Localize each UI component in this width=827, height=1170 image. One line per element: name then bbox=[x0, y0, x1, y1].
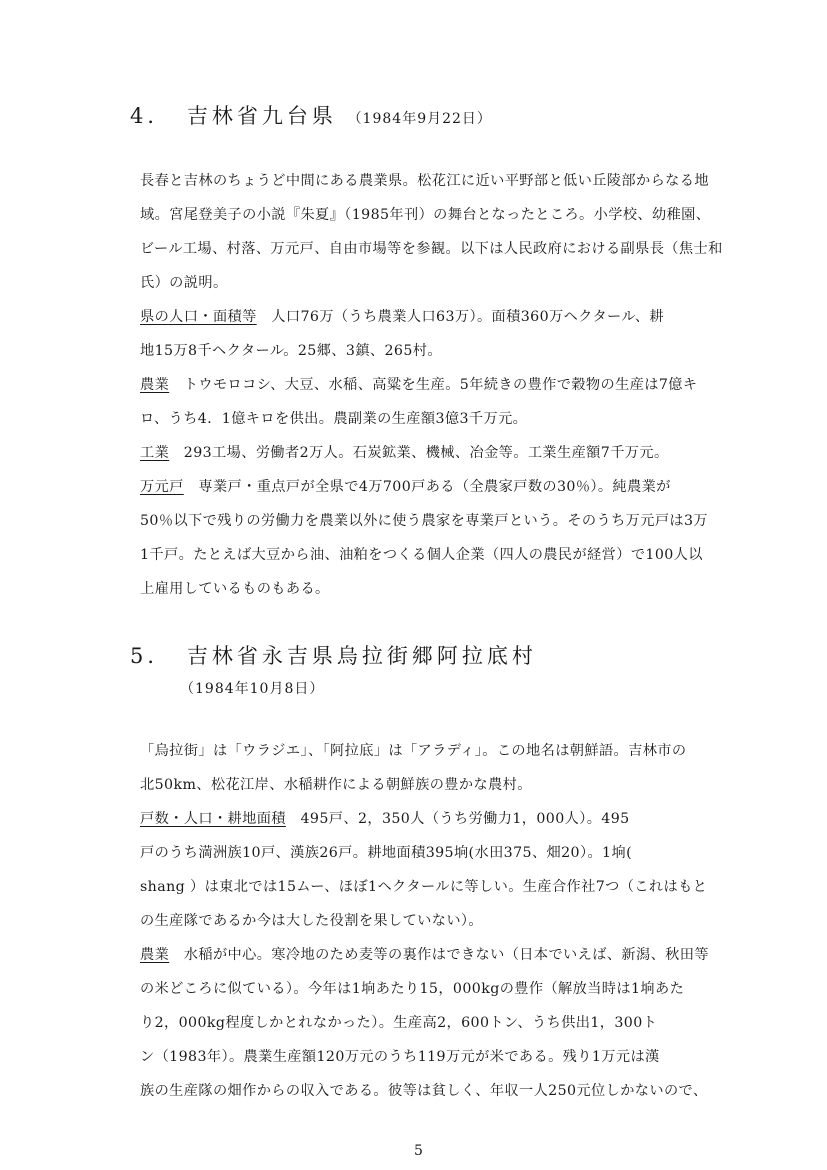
text-line: 氏）の説明。 bbox=[140, 275, 228, 291]
section-5-agriculture bbox=[140, 938, 730, 1108]
text-line: 50％以下で残りの労働力を農業以外に使う農家を専業戸という。そのうち万元戸は3万 bbox=[140, 513, 709, 529]
text-line: 上雇用しているものもある。 bbox=[140, 581, 330, 597]
section-4-industry bbox=[140, 436, 730, 470]
agriculture-text: トウモロコシ、大豆、水稲、高粱を生産。5年続きの豊作で穀物の生産は7億キ bbox=[183, 377, 698, 393]
industry-text: 293工場、労働者2万人。石炭鉱業、機械、冶金等。工業生産額7千万元。 bbox=[183, 445, 669, 461]
text-line: ビール工場、村落、万元戸、自由市場等を参観。以下は人民政府における副県長（焦士和 bbox=[140, 241, 723, 257]
text-line: shang ）は東北では15ムー、ほぼ1ヘクタールに等しい。生産合作社7つ（これはもと bbox=[140, 879, 708, 895]
page-number: 5 bbox=[414, 1143, 423, 1159]
text-line bbox=[140, 368, 730, 402]
section-4-population bbox=[140, 300, 730, 368]
text-line: の生産隊であるか今は大した役割を果していない）。 bbox=[140, 913, 484, 929]
section-4-heading bbox=[130, 100, 492, 130]
households-text: 495戸、2，350人（うち労働力1，000人）。495 bbox=[300, 811, 630, 827]
section-5-households bbox=[140, 802, 730, 938]
industry-label: 工業 bbox=[140, 445, 170, 461]
households-label: 戸数・人口・耕地面積 bbox=[140, 811, 286, 827]
text-line: 戸のうち満洲族10戸、漢族26戸。耕地面積395垧(水田375、畑20）。1垧( bbox=[140, 845, 633, 861]
wanyuanhu-text: 専業戸・重点戸が全県で4万700戸ある（全農家戸数の30％）。純農業が bbox=[198, 479, 671, 495]
text-line: り2，000kg程度しかとれなかった）。生産高2，600トン、うち供出1，300ト bbox=[140, 1015, 658, 1031]
text-line bbox=[140, 938, 730, 972]
agriculture-label-5: 農業 bbox=[140, 947, 170, 963]
text-line: 長春と吉林のちょうど中間にある農業県。松花江に近い平野部と低い丘陵部からなる地 bbox=[140, 173, 709, 189]
section-4-intro bbox=[140, 164, 730, 300]
text-line: ロ、うち4．1億キロを供出。農副業の生産額3億3千万元。 bbox=[140, 411, 528, 427]
population-label: 県の人口・面積等 bbox=[140, 309, 257, 325]
agriculture-text-5: 水稲が中心。寒冷地のため麦等の裏作はできない（日本でいえば、新潟、秋田等 bbox=[183, 947, 709, 963]
section-5-heading bbox=[130, 640, 537, 670]
population-text: 人口76万（うち農業人口63万）。面積360万ヘクタール、耕 bbox=[271, 309, 664, 325]
text-line: 「烏拉街」は「ウラジエ」、「阿拉底」は「アラディ」。この地名は朝鮮語。吉林市の bbox=[140, 743, 687, 759]
text-line: 北50km、松花江岸、水稲耕作による朝鮮族の豊かな農村。 bbox=[140, 777, 532, 793]
text-line bbox=[140, 802, 730, 836]
section-5-date: （1984年10月8日） bbox=[180, 681, 325, 697]
section-5-intro bbox=[140, 734, 730, 802]
section-4-wanyuanhu bbox=[140, 470, 730, 606]
text-line: 地15万8千ヘクタール。25郷、3鎮、265村。 bbox=[140, 343, 442, 359]
agriculture-label: 農業 bbox=[140, 377, 170, 393]
section-4-date: （1984年9月22日） bbox=[347, 111, 492, 127]
section-5-title: 5． 吉林省永吉県烏拉街郷阿拉底村 bbox=[130, 644, 537, 668]
text-line bbox=[140, 436, 730, 470]
text-line: ン（1983年）。農業生産額120万元のうち119万元が米である。残り1万元は漢 bbox=[140, 1049, 660, 1065]
text-line: 域。宮尾登美子の小説『朱夏』（1985年刊）の舞台となったところ。小学校、幼稚園、 bbox=[140, 207, 711, 223]
text-line: 1千戸。たとえば大豆から油、油粕をつくる個人企業（四人の農民が経営）で100人以 bbox=[140, 547, 703, 563]
text-line bbox=[140, 470, 730, 504]
section-4-agriculture bbox=[140, 368, 730, 436]
section-4-title: 4． 吉林省九台県 bbox=[130, 104, 337, 128]
text-line: 族の生産隊の畑作からの収入である。彼等は貧しく、年収一人250元位しかないので、 bbox=[140, 1083, 708, 1099]
wanyuanhu-label: 万元戸 bbox=[140, 479, 184, 495]
text-line bbox=[140, 300, 730, 334]
text-line: の米どころに似ている）。今年は1垧あたり15，000kgの豊作（解放当時は1垧あた bbox=[140, 981, 685, 997]
